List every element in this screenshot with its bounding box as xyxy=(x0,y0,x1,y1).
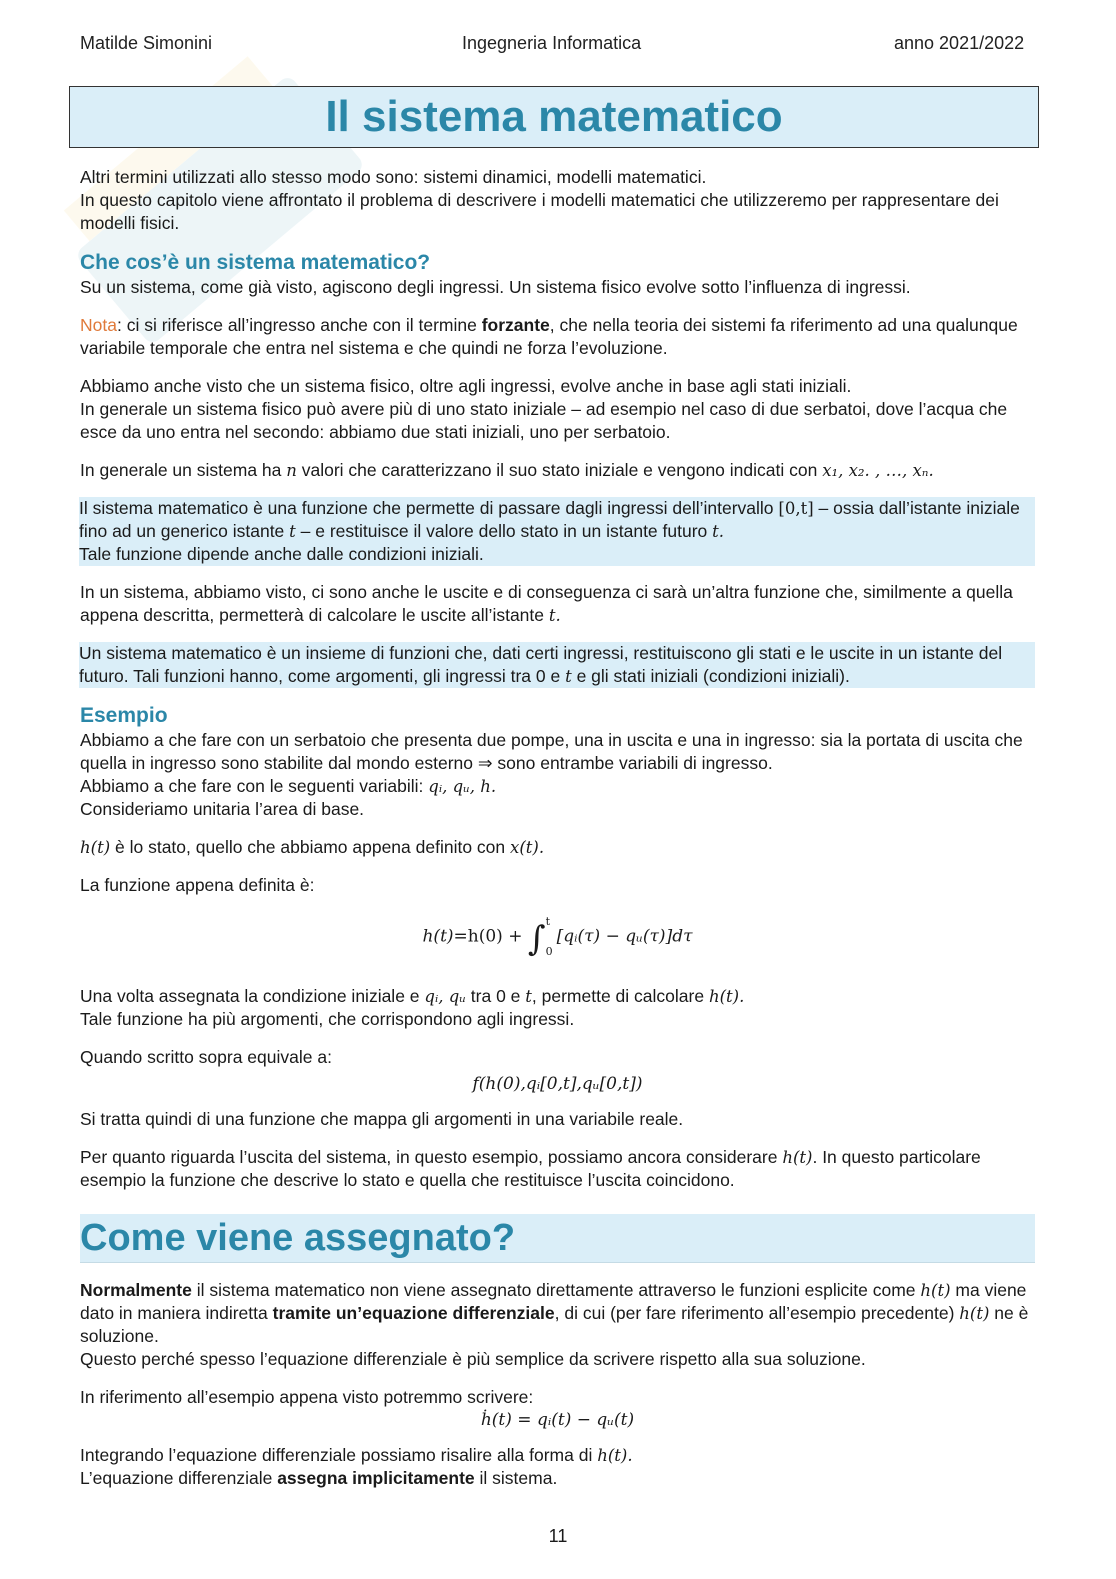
note-label: Nota xyxy=(80,315,117,335)
note-paragraph: Nota: ci si riferisce all’ingresso anche con il termine forzante, che nella teoria dei sistemi fa riferimento ad una qualunque variabile temporale che entra nel sistema e che quindi ne forza l’evoluzione. xyxy=(80,315,1018,358)
title-box xyxy=(69,86,1039,148)
header-course: Ingegneria Informatica xyxy=(462,33,642,53)
paragraph: Abbiamo anche visto che un sistema fisico, oltre agli ingressi, evolve anche in base agli stati iniziali. In generale un sistema fisico può avere più di uno stato iniziale – ad esempio nel caso di due serbatoi, dove l’acqua che esce da uno entra nel secondo: abbiamo due stati iniziali, uno per serbatoio. xyxy=(80,376,1008,442)
paragraph: Si tratta quindi di una funzione che mappa gli argomenti in una variabile reale. xyxy=(80,1109,684,1129)
highlight-definition: Il sistema matematico è una funzione che permette di passare dagli ingressi dell’intervallo [0,t] – ossia dall’istante iniziale fino ad un generico istante t – e restituisce il valore dello stato in un istante futuro t. Tale funzione dipende anche dalle condizioni iniziali. xyxy=(79,497,1035,566)
page-number: 11 xyxy=(548,1526,568,1546)
highlight-definition-2: Un sistema matematico è un insieme di funzioni che, dati certi ingressi, restituiscono gli stati e le uscite in un istante del futuro. Tali funzioni hanno, come argomenti, gli ingressi tra 0 e t e gli stati iniziali (condizioni iniziali). xyxy=(79,642,1035,688)
equation-differential: ḣ(t) = qᵢ(t) − qᵤ(t) xyxy=(480,1410,635,1430)
paragraph: Per quanto riguarda l’uscita del sistema, in questo esempio, possiamo ancora considerare h(t). In questo particolare esempio la funzione che descrive lo stato e quella che restituisce l’uscita coincidono. xyxy=(80,1147,981,1190)
header-author: Matilde Simonini xyxy=(80,33,213,53)
equation-integral: h(t)=h(0) + ∫t 0[qᵢ(τ) − qᵤ(τ)]dτ xyxy=(422,915,693,959)
body-content xyxy=(80,166,1035,1505)
paragraph: Una volta assegnata la condizione iniziale e qᵢ, qᵤ tra 0 e t, permette di calcolare h(t). Tale funzione ha più argomenti, che corrispondono agli ingressi. xyxy=(80,986,745,1029)
paragraph: Abbiamo a che fare con un serbatoio che presenta due pompe, una in uscita e una in ingresso: sia la portata di uscita che quella in ingresso sono stabilite dal mondo esterno ⇒ sono entrambe variabili di ingresso. Abbiamo a che fare con le seguenti variabili: qᵢ, qᵤ, h. Consideriamo unitaria l’area di base. xyxy=(80,730,1023,819)
intro-paragraph: Altri termini utilizzati allo stesso modo sono: sistemi dinamici, modelli matematici. In questo capitolo viene affrontato il problema di descrivere i modelli matematici che utilizzeremo per rappresentare dei modelli fisici. xyxy=(80,167,999,233)
paragraph: Integrando l’equazione differenziale possiamo risalire alla forma di h(t). L’equazione differenziale assegna implicitamente il sistema. xyxy=(80,1445,633,1488)
paragraph: In riferimento all’esempio appena visto potremmo scrivere: xyxy=(80,1387,534,1407)
paragraph: In generale un sistema ha n valori che caratterizzano il suo stato iniziale e vengono indicati con x₁, x₂. , …, xₙ. xyxy=(80,460,934,480)
paragraph: La funzione appena definita è: xyxy=(80,875,315,895)
page-title: Il sistema matematico xyxy=(325,92,783,141)
section-heading-example: Esempio xyxy=(80,704,168,727)
paragraph: Su un sistema, come già visto, agiscono degli ingressi. Un sistema fisico evolve sotto l’influenza di ingressi. xyxy=(80,277,911,297)
section-heading-what-is: Che cos’è un sistema matematico? xyxy=(80,251,431,274)
paragraph: Quando scritto sopra equivale a: xyxy=(80,1047,332,1067)
paragraph: In un sistema, abbiamo visto, ci sono anche le uscite e di conseguenza ci sarà un’altra funzione che, similmente a quella appena descritta, permetterà di calcolare le uscite all’istante t. xyxy=(80,582,1013,625)
paragraph: h(t) è lo stato, quello che abbiamo appena definito con x(t). xyxy=(80,837,545,857)
header-year: anno 2021/2022 xyxy=(894,33,1025,53)
paragraph: Normalmente il sistema matematico non viene assegnato direttamente attraverso le funzioni esplicite come h(t) ma viene dato in maniera indiretta tramite un’equazione differenziale, di cui (per fare riferimento all’esempio precedente) h(t) ne è soluzione. Questo perché spesso l’equazione differenziale è più semplice da scrivere rispetto alla sua soluzione. xyxy=(80,1280,1029,1369)
equation-function: f(h(0),qᵢ[0,t],qᵤ[0,t]) xyxy=(472,1074,643,1094)
section-heading-assigned: Come viene assegnato? xyxy=(80,1214,1035,1263)
